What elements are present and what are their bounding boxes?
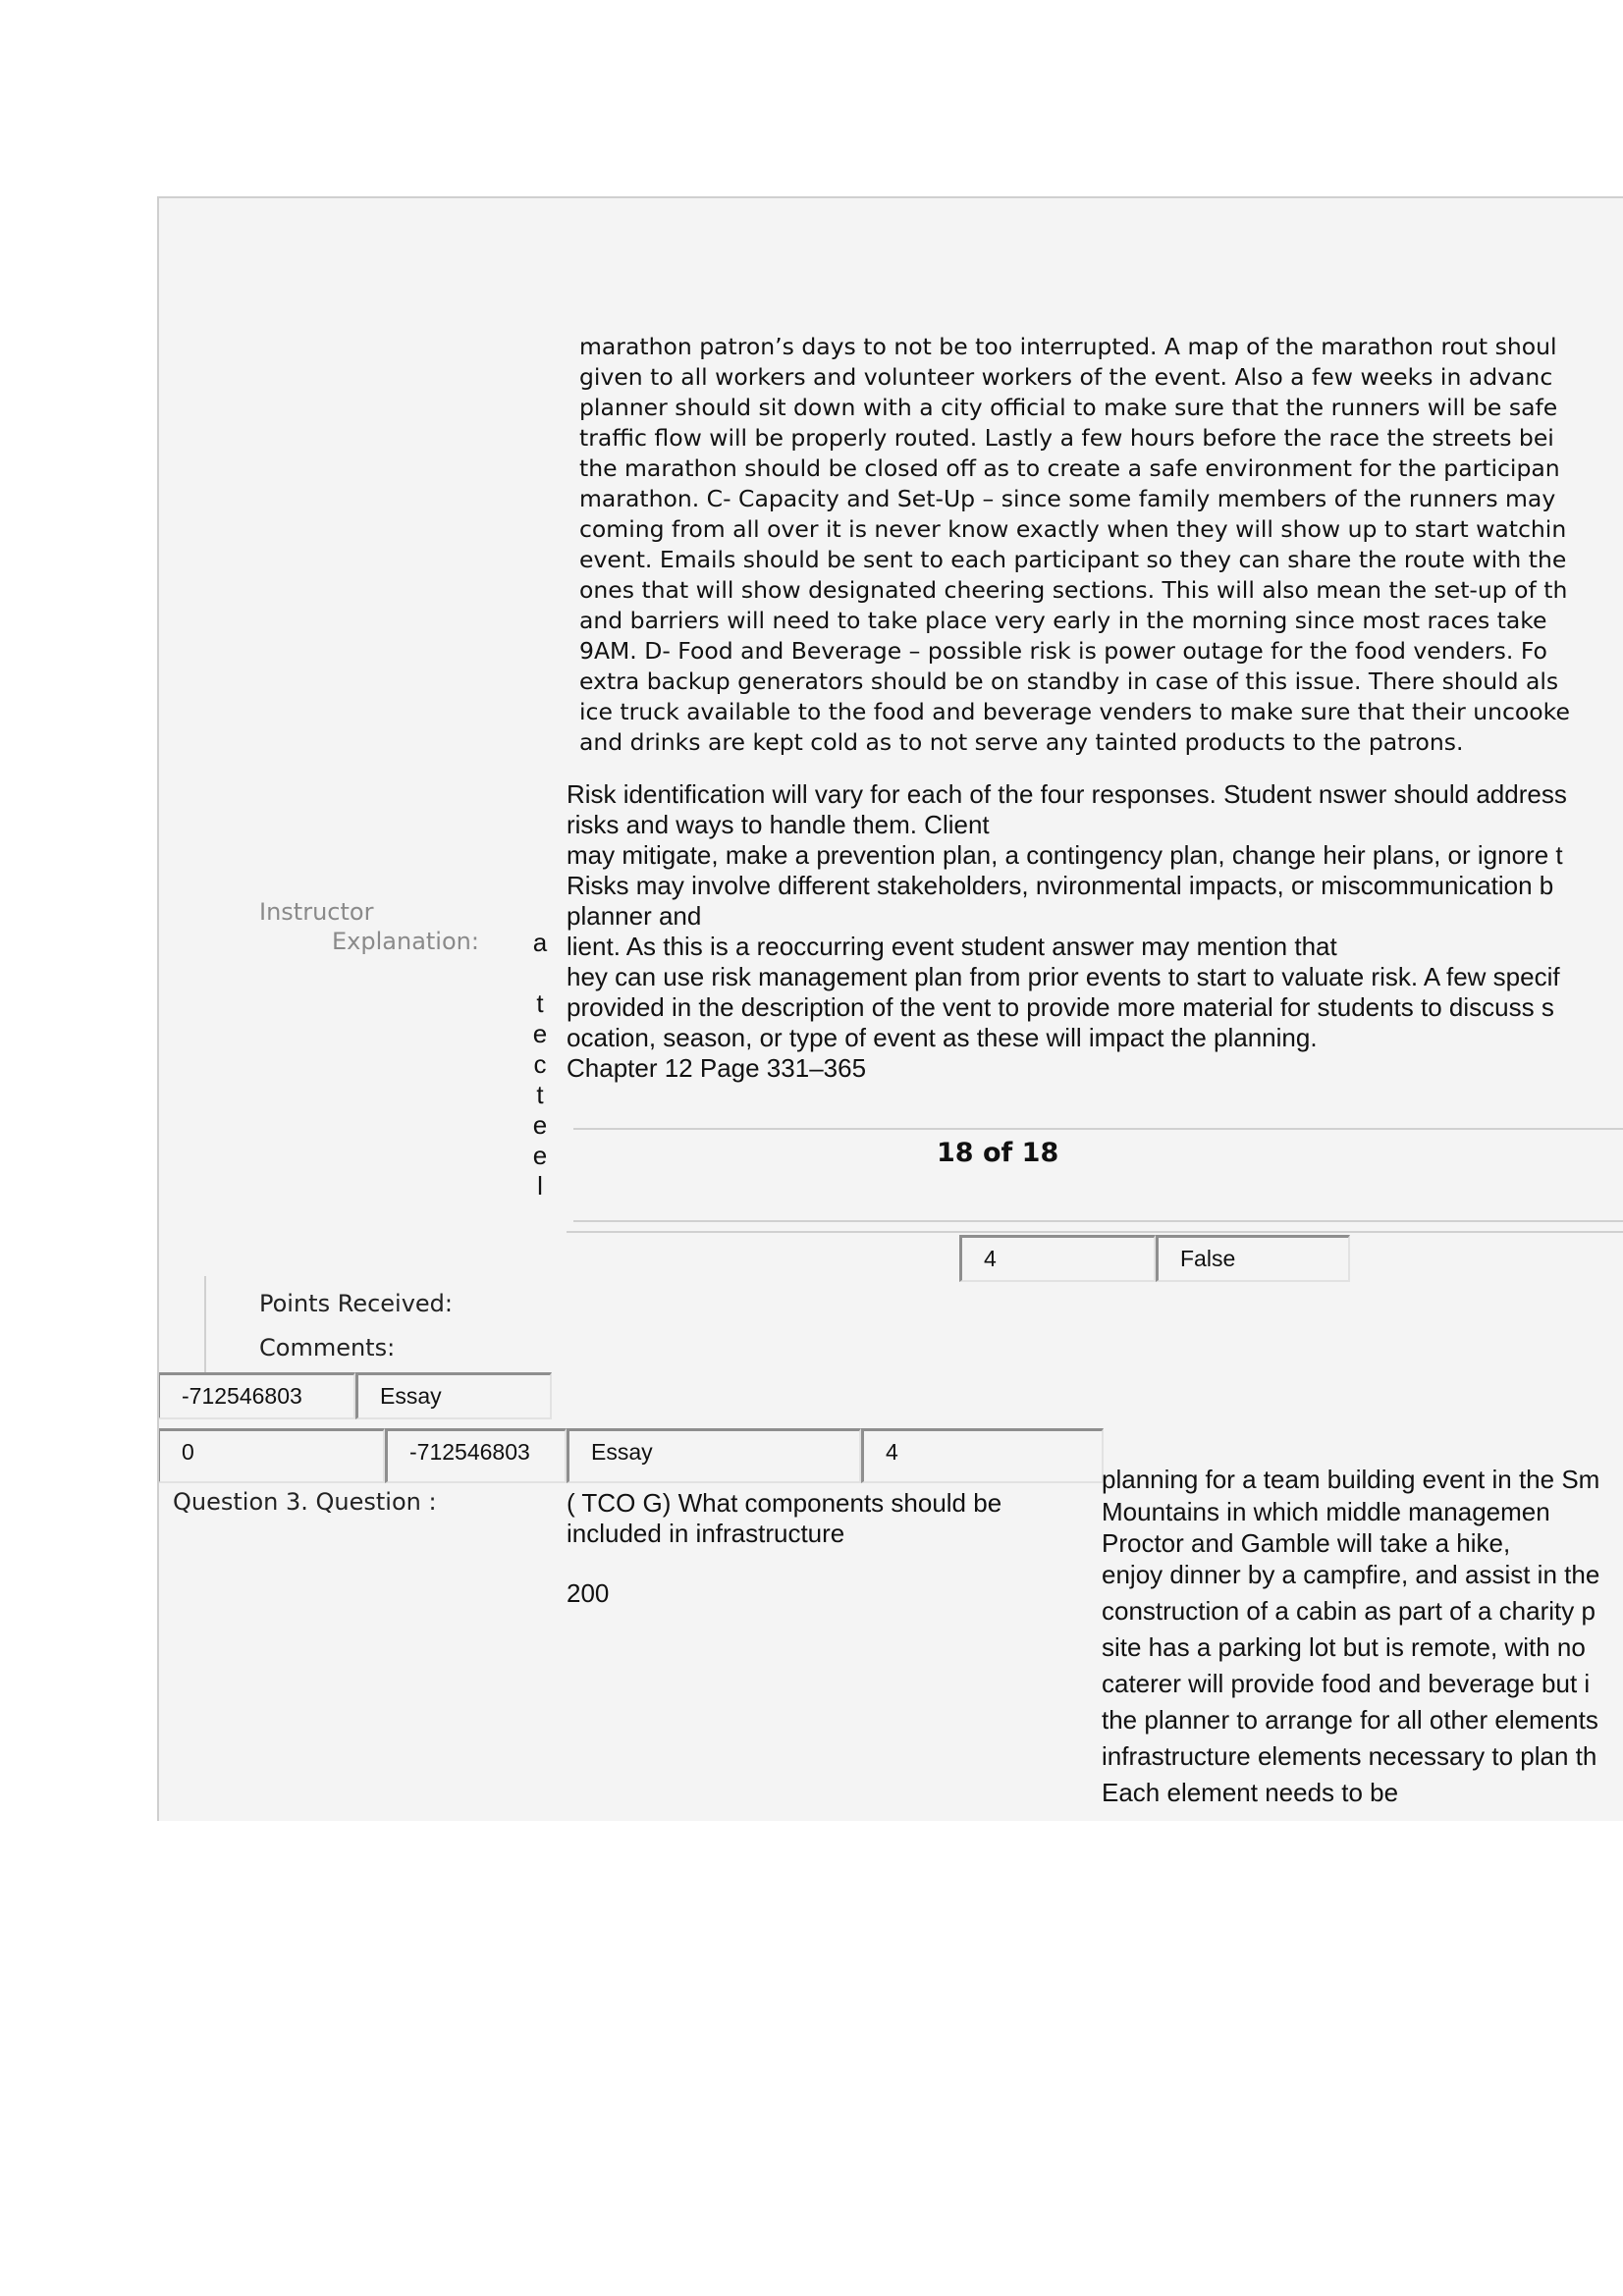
scenario-line: the planner to arrange for all other elements: [1102, 1705, 1598, 1735]
instructor-label: Instructor: [259, 898, 374, 926]
explanation-line: risks and ways to handle them. Client: [567, 810, 990, 839]
comments-label: Comments:: [259, 1334, 396, 1362]
divider: [573, 1220, 1623, 1222]
explanation-line: Risk identification will vary for each of the four responses. Student nswer should address: [567, 779, 1567, 809]
question-review-panel: [157, 196, 1623, 1821]
answer-line: event. Emails should be sent to each participant so they can share the route with the: [579, 546, 1567, 573]
vertical-letter: l: [537, 1171, 543, 1201]
vertical-letter: e: [532, 1110, 548, 1140]
explanation-line: provided in the description of the vent to provide more material for students to discuss s: [567, 992, 1554, 1022]
explanation-line: ocation, season, or type of event as these will impact the planning.: [567, 1023, 1318, 1052]
points-cell: 4: [959, 1235, 1156, 1282]
vertical-letter: a: [532, 928, 548, 957]
scenario-line: Each element needs to be: [1102, 1778, 1399, 1807]
scenario-line: enjoy dinner by a campfire, and assist in the: [1102, 1560, 1600, 1589]
question-id-cell: -712546803: [157, 1372, 355, 1419]
question-label: Question 3. Question :: [173, 1488, 437, 1516]
explanation-line: planner and: [567, 901, 702, 931]
answer-line: and drinks are kept cold as to not serve any tainted products to the patrons.: [579, 728, 1464, 756]
answer-line: traffic flow will be properly routed. Lastly a few hours before the race the streets bei: [579, 424, 1554, 452]
question-points-cell: 4: [861, 1428, 1104, 1483]
answer-line: and barriers will need to take place very early in the morning since most races take: [579, 607, 1547, 634]
answer-line: ones that will show designated cheering sections. This will also mean the set-up of th: [579, 576, 1568, 604]
divider: [573, 1128, 1623, 1130]
vertical-letter: t: [536, 1080, 544, 1109]
scenario-line: planning for a team building event in the Sm: [1102, 1465, 1600, 1494]
explanation-line: lient. As this is a reoccurring event student answer may mention that: [567, 932, 1337, 961]
answer-line: planner should sit down with a city official to make sure that the runners will be safe: [579, 394, 1558, 421]
vertical-letter: e: [532, 1019, 548, 1048]
question-type-cell: Essay: [355, 1372, 552, 1419]
explanation-line: Risks may involve different stakeholders, nvironmental impacts, or miscommunication b: [567, 871, 1554, 900]
question-type-cell: Essay: [567, 1428, 861, 1483]
explanation-line: Chapter 12 Page 331–365: [567, 1053, 867, 1083]
explanation-label: Explanation:: [332, 928, 479, 955]
vertical-letter: c: [533, 1049, 547, 1079]
scenario-line: Proctor and Gamble will take a hike,: [1102, 1528, 1511, 1558]
answer-line: 9AM. D- Food and Beverage – possible risk is power outage for the food venders. Fo: [579, 637, 1547, 665]
question-text: ( TCO G) What components should be included in infrastructure: [567, 1488, 1002, 1548]
answer-line: given to all workers and volunteer workers of the event. Also a few weeks in advanc: [579, 363, 1553, 391]
scenario-line: Mountains in which middle managemen: [1102, 1497, 1550, 1526]
scenario-line: caterer will provide food and beverage but i: [1102, 1669, 1591, 1698]
question-id-cell: -712546803: [385, 1428, 567, 1483]
vertical-letter: t: [536, 988, 544, 1018]
left-rule: [204, 1276, 206, 1384]
answer-line: the marathon should be closed off as to create a safe environment for the participan: [579, 454, 1560, 482]
page-indicator: 18 of 18: [937, 1138, 1059, 1168]
explanation-line: may mitigate, make a prevention plan, a contingency plan, change heir plans, or ignore t: [567, 840, 1563, 870]
scenario-line: infrastructure elements necessary to plan th: [1102, 1741, 1597, 1771]
scenario-line: site has a parking lot but is remote, with no: [1102, 1632, 1586, 1662]
answer-line: marathon. C- Capacity and Set-Up – since some family members of the runners may: [579, 485, 1556, 512]
explanation-line: hey can use risk management plan from prior events to start to valuate risk. A few specif: [567, 962, 1560, 991]
answer-line: extra backup generators should be on standby in case of this issue. There should als: [579, 667, 1559, 695]
points-received-label: Points Received:: [259, 1290, 454, 1317]
correct-cell: False: [1156, 1235, 1350, 1282]
vertical-letter: e: [532, 1141, 548, 1170]
question-word-count: 200: [567, 1578, 610, 1608]
answer-line: marathon patron’s days to not be too interrupted. A map of the marathon rout shoul: [579, 333, 1557, 360]
question-index-cell: 0: [157, 1428, 385, 1483]
divider: [567, 1231, 1623, 1233]
answer-line: coming from all over it is never know exactly when they will show up to start watchin: [579, 515, 1567, 543]
scenario-line: construction of a cabin as part of a charity p: [1102, 1596, 1596, 1626]
answer-line: ice truck available to the food and beverage venders to make sure that their uncooke: [579, 698, 1570, 725]
